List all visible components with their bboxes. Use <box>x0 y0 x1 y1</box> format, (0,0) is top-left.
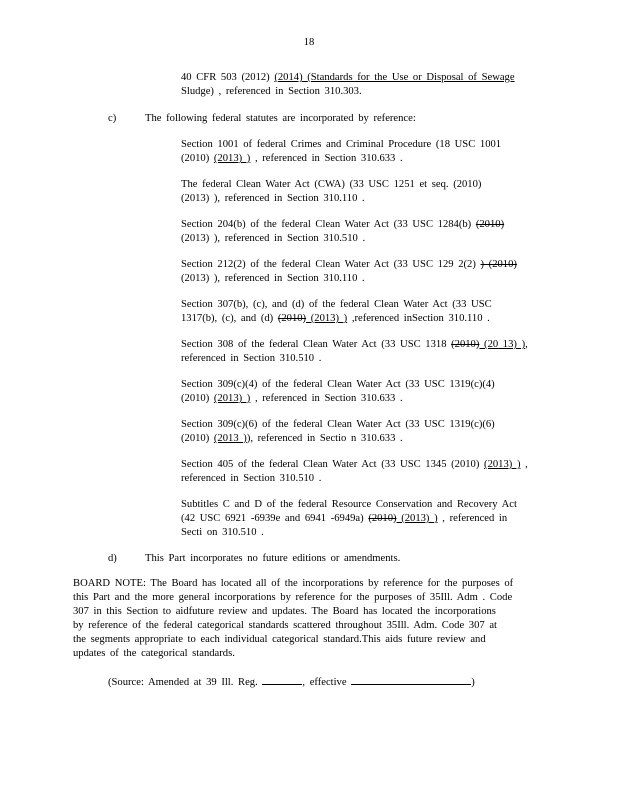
cfr-503-line-1: 40 CFR 503 (2012) (2014) (Standards for the Use or Disposal of Sewage <box>181 72 515 83</box>
statute-rcra: Subtitles C and D of the federal Resource Conservation and Recovery Act (42 USC 6921 -6939e and 6941 -6949a) (2010) (2013) ) , referenced in Secti on 310.510 . <box>181 499 517 538</box>
reg-blank <box>262 674 302 685</box>
statute-309c4: Section 309(c)(4) of the federal Clean Water Act (33 USC 1319(c)(4) (2010) (2013) ) , referenced in Section 310.633 . <box>181 379 495 404</box>
item-d-label: d) <box>108 553 117 564</box>
item-c-label: c) <box>108 113 117 124</box>
deleted-text: (2010) <box>451 339 480 350</box>
deleted-text: (2010) <box>475 219 505 230</box>
inserted-text: (2013 ) <box>213 433 247 444</box>
cfr-503-paragraph <box>181 71 541 99</box>
statute-cwa: The federal Clean Water Act (CWA) (33 USC 1251 et seq. (2010) (2013) ), referenced in Section 310.110 . <box>181 179 482 204</box>
statute-204b: Section 204(b) of the federal Clean Water Act (33 USC 1284(b) (2010) (2013) ), referenced in Section 310.510 . <box>181 219 505 244</box>
inserted-text: (2013) ) <box>396 513 438 524</box>
page-number: 18 <box>303 37 315 48</box>
deleted-text: (2010) <box>368 513 397 524</box>
inserted-text: (2013) ) <box>306 313 348 324</box>
inserted-year: (2014) <box>274 72 308 83</box>
deleted-text: (2010) <box>277 313 307 324</box>
inserted-text: (20 13) ) <box>479 339 526 350</box>
effective-blank <box>351 674 471 685</box>
inserted-text: (2013) ) <box>484 459 521 470</box>
statute-405: Section 405 of the federal Clean Water Act (33 USC 1345 (2010) (2013) ) , referenced in Section 310.510 . <box>181 459 528 484</box>
statute-1001: Section 1001 of federal Crimes and Criminal Procedure (18 USC 1001 (2010) (2013) ) , referenced in Section 310.633 . <box>181 139 502 164</box>
item-c-text: The following federal statutes are incorporated by reference: <box>145 113 416 124</box>
statute-308: Section 308 of the federal Clean Water Act (33 USC 1318 (2010) (20 13) ), referenced in Section 310.510 . <box>181 339 528 364</box>
cfr-503-line-2: Sludge) , referenced in Section 310.303. <box>181 86 362 97</box>
source-line: (Source: Amended at 39 Ill. Reg. , effective ) <box>108 674 528 690</box>
inserted-text: (2013) ) <box>213 393 251 404</box>
inserted-text: (Standards for the Use or Disposal of Sewage <box>307 72 515 83</box>
item-d-text: This Part incorporates no future editions or amendments. <box>145 553 401 564</box>
board-note: BOARD NOTE: The Board has located all of the incorporations by reference for the purposes of this Part and the more general incorporations by reference for the purposes of 35Ill. Adm . Code 307 in this Section to aidfuture review and updates. The Board has located the incorporations by reference of the federal categorical standards scattered throughout 35Ill. Adm. Code 307 at the segments appropriate to each individual categorical standard.This aids future review and updates of the categorical standards. <box>73 578 514 659</box>
statute-307: Section 307(b), (c), and (d) of the federal Clean Water Act (33 USC 1317(b), (c), and (d) (2010) (2013) ) ,referenced inSection 310.110 . <box>181 299 492 324</box>
statute-309c6: Section 309(c)(6) of the federal Clean Water Act (33 USC 1319(c)(6) (2010) (2013 )), referenced in Sectio n 310.633 . <box>181 419 495 444</box>
deleted-text: ) (2010) <box>480 259 517 270</box>
statute-212: Section 212(2) of the federal Clean Water Act (33 USC 129 2(2) ) (2010) (2013) ), referenced in Section 310.110 . <box>181 259 517 284</box>
